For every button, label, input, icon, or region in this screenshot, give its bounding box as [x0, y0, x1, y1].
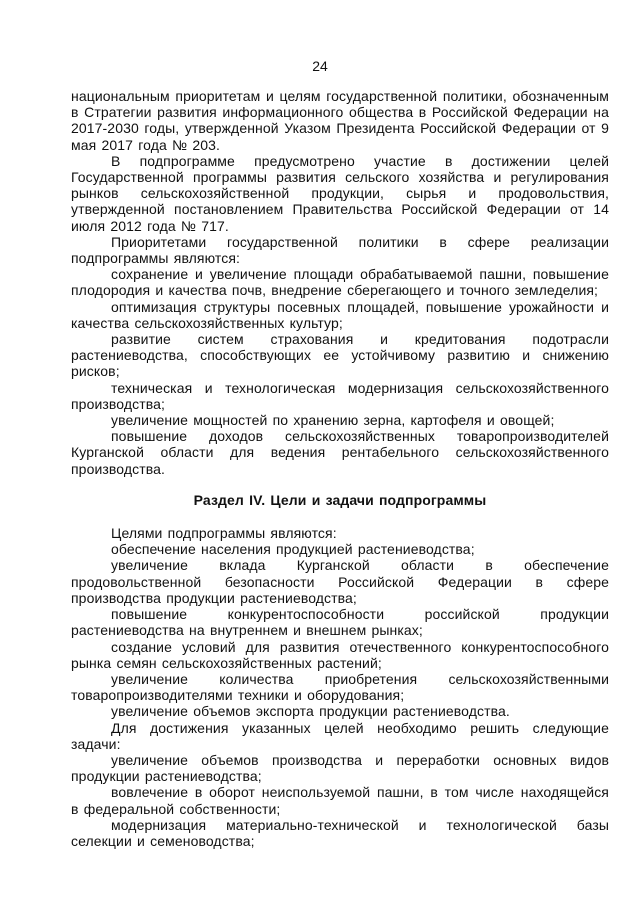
list-item: увеличение объемов производства и переработки основных видов продукции растениеводства; [71, 751, 609, 785]
page-number: 24 [312, 58, 328, 74]
list-item: увеличение количества приобретения сельскохозяйственными товаропроизводителями техники и оборудования; [71, 670, 609, 704]
section-heading: Раздел IV. Цели и задачи подпрограммы [193, 491, 487, 508]
list-item: сохранение и увеличение площади обрабатываемой пашни, повышение плодородия и качества почв, внедрение сберегающего и точного земледелия; [71, 266, 609, 299]
document-body [71, 88, 609, 849]
list-item: техническая и технологическая модернизация сельскохозяйственного производства; [71, 379, 609, 412]
list-item: увеличение вклада Курганской области в обеспечение продовольственной безопасности Российской Федерации в сфере производства продукции растениеводства; [71, 557, 609, 606]
list-item: развитие систем страхования и кредитования подотрасли растениеводства, способствующих ее устойчивому развитию и снижению рисков; [71, 331, 609, 380]
list-item: повышение доходов сельскохозяйственных товаропроизводителей Курганской области для ведения рентабельного сельскохозяйственного производства. [71, 428, 609, 477]
paragraph: Целями подпрограммы являются: [111, 525, 337, 542]
list-item: создание условий для развития отечественного конкурентоспособного рынка семян сельскохозяйственных растений; [71, 638, 609, 671]
list-item: обеспечение населения продукцией растениеводства; [111, 541, 475, 558]
section-goals [71, 525, 609, 849]
paragraph: национальным приоритетам и целям государственной политики, обозначенным в Стратегии развития информационного общества в Российской Федерации на 2017-2030 годы, утвержденной Указом Президента Российской Федерации от 9 мая 2017 года № 203. [71, 88, 609, 153]
list-item: вовлечение в оборот неиспользуемой пашни, в том числе находящейся в федеральной собственности; [71, 784, 609, 817]
list-item: модернизация материально-технической и технологической базы селекции и семеноводства; [71, 816, 609, 849]
list-item: увеличение мощностей по хранению зерна, картофеля и овощей; [111, 412, 555, 429]
section-intro [71, 88, 609, 477]
paragraph: Для достижения указанных целей необходимо решить следующие задачи: [71, 719, 609, 752]
paragraph: В подпрограмме предусмотрено участие в достижении целей Государственной программы развития сельского хозяйства и регулирования рынков сельскохозяйственной продукции, сырья и продовольствия, утвержденной постановлением Правительства Российской Федерации от 14 июля 2012 года № 717. [71, 152, 609, 234]
list-item: повышение конкурентоспособности российской продукции растениеводства на внутреннем и внешнем рынках; [71, 606, 609, 639]
paragraph: Приоритетами государственной политики в сфере реализации подпрограммы являются: [71, 233, 609, 267]
list-item: оптимизация структуры посевных площадей, повышение урожайности и качества сельскохозяйственных культур; [71, 298, 609, 331]
list-item: увеличение объемов экспорта продукции растениеводства. [111, 703, 510, 720]
